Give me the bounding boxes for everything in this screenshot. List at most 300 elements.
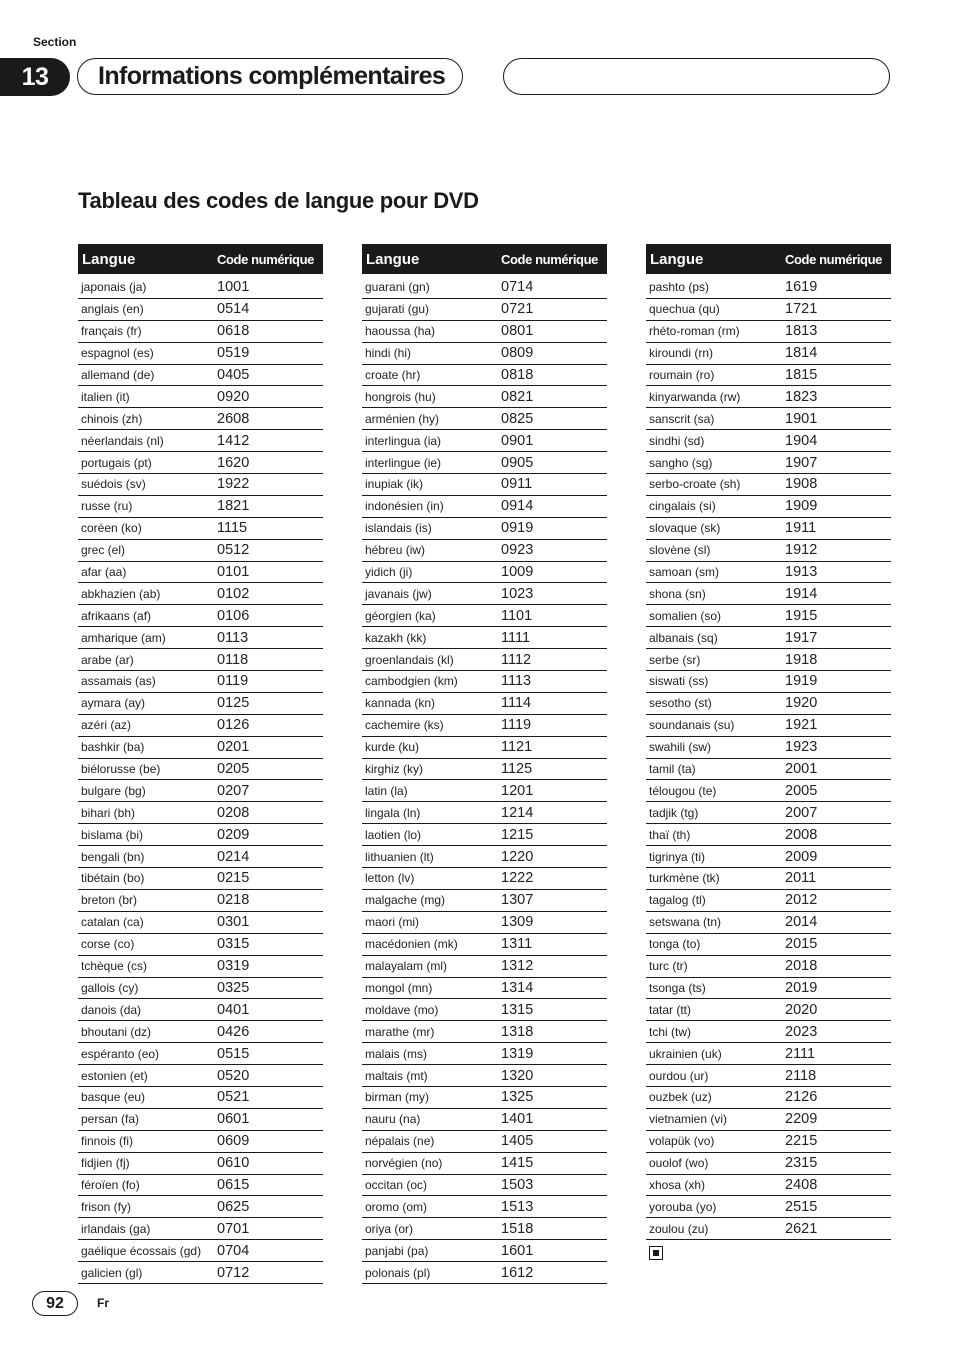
language-name: panjabi (pa) xyxy=(365,1243,429,1258)
language-code: 0520 xyxy=(217,1067,250,1084)
language-name: russe (ru) xyxy=(81,499,133,514)
table-row xyxy=(646,1153,891,1175)
language-code: 0215 xyxy=(217,870,250,887)
language-name: gujarati (gu) xyxy=(365,302,430,317)
language-code: 0205 xyxy=(217,761,250,778)
table-row xyxy=(646,846,891,868)
language-code: 1121 xyxy=(501,739,533,756)
table-row xyxy=(646,1196,891,1218)
language-name: tibétain (bo) xyxy=(81,871,145,886)
table-row xyxy=(362,1240,607,1262)
language-name: marathe (mr) xyxy=(365,1024,435,1039)
language-name: bulgare (bg) xyxy=(81,783,146,798)
table-row xyxy=(78,1240,323,1262)
table-row xyxy=(362,999,607,1021)
table-row xyxy=(362,430,607,452)
language-name: sangho (sg) xyxy=(649,455,713,470)
language-name: français (fr) xyxy=(81,324,142,339)
table-row xyxy=(78,518,323,540)
language-name: tsonga (ts) xyxy=(649,980,706,995)
language-name: kiroundi (rn) xyxy=(649,346,714,361)
table-row xyxy=(646,693,891,715)
language-name: télougou (te) xyxy=(649,783,717,798)
language-code: 0701 xyxy=(217,1220,250,1237)
language-code: 0209 xyxy=(217,826,250,843)
table-row xyxy=(78,474,323,496)
table-row xyxy=(646,1175,891,1197)
language-code: 2007 xyxy=(785,804,818,821)
language-code: 1320 xyxy=(501,1067,534,1084)
header-langue: Langue xyxy=(366,250,420,268)
language-code: 0704 xyxy=(217,1242,250,1259)
table-row xyxy=(646,1043,891,1065)
language-name: cambodgien (km) xyxy=(365,674,458,689)
table-row xyxy=(362,1262,607,1284)
table-row xyxy=(646,496,891,518)
table-row xyxy=(646,540,891,562)
language-code: 0610 xyxy=(217,1155,250,1172)
language-code: 2608 xyxy=(217,410,250,427)
table-row xyxy=(362,1153,607,1175)
language-name: thaï (th) xyxy=(649,827,691,842)
table-row xyxy=(78,452,323,474)
language-name: persan (fa) xyxy=(81,1112,140,1127)
table-row xyxy=(646,1087,891,1109)
language-name: arabe (ar) xyxy=(81,652,134,667)
table-row xyxy=(362,759,607,781)
table-row xyxy=(78,1065,323,1087)
language-name: bashkir (ba) xyxy=(81,740,145,755)
table-row xyxy=(646,759,891,781)
language-code: 1214 xyxy=(501,804,534,821)
language-code: 2515 xyxy=(785,1198,818,1215)
language-name: biélorusse (be) xyxy=(81,762,161,777)
language-code: 0218 xyxy=(217,892,250,909)
table-row xyxy=(362,693,607,715)
table-row xyxy=(362,1218,607,1240)
table-row xyxy=(78,978,323,1000)
table-row xyxy=(78,1043,323,1065)
language-code: 2215 xyxy=(785,1133,818,1150)
language-code: 1908 xyxy=(785,476,818,493)
language-code: 1125 xyxy=(501,761,533,778)
table-row xyxy=(646,868,891,890)
table-row xyxy=(362,978,607,1000)
language-name: afrikaans (af) xyxy=(81,608,152,623)
language-code: 0809 xyxy=(501,345,534,362)
language-code: 0825 xyxy=(501,410,534,427)
table-row xyxy=(362,912,607,934)
table-row xyxy=(362,583,607,605)
language-name: lithuanien (lt) xyxy=(365,849,434,864)
language-name: turc (tr) xyxy=(649,959,688,974)
table-row xyxy=(362,562,607,584)
table-row xyxy=(646,299,891,321)
language-code: 1823 xyxy=(785,388,818,405)
table-row xyxy=(78,299,323,321)
language-name: tadjik (tg) xyxy=(649,805,699,820)
language-name: malgache (mg) xyxy=(365,893,446,908)
table-row xyxy=(78,956,323,978)
language-name: indonésien (in) xyxy=(365,499,444,514)
table-header xyxy=(362,244,607,274)
table-row xyxy=(362,956,607,978)
language-name: catalan (ca) xyxy=(81,915,144,930)
language-code: 0515 xyxy=(217,1045,250,1062)
language-name: aymara (ay) xyxy=(81,696,146,711)
language-name: arménien (hy) xyxy=(365,411,440,426)
language-code: 1612 xyxy=(501,1264,534,1281)
language-code: 1619 xyxy=(785,279,818,296)
language-code: 0401 xyxy=(217,1001,250,1018)
table-row xyxy=(78,890,323,912)
language-code: 2209 xyxy=(785,1111,818,1128)
table-row xyxy=(646,1021,891,1043)
language-name: setswana (tn) xyxy=(649,915,722,930)
language-name: bhoutani (dz) xyxy=(81,1024,152,1039)
language-code: 2015 xyxy=(785,936,818,953)
language-code: 0712 xyxy=(217,1264,250,1281)
language-name: roumain (ro) xyxy=(649,368,715,382)
language-name: espéranto (eo) xyxy=(81,1046,160,1061)
language-table-column-1 xyxy=(78,244,323,1284)
language-code: 1503 xyxy=(501,1176,534,1193)
language-name: slovène (sl) xyxy=(649,543,711,558)
table-row xyxy=(78,365,323,387)
language-code: 2001 xyxy=(785,761,818,778)
language-name: kannada (kn) xyxy=(365,696,436,711)
language-name: malayalam (ml) xyxy=(365,959,448,974)
language-name: kinyarwanda (rw) xyxy=(649,389,741,404)
table-row xyxy=(646,277,891,299)
table-row xyxy=(362,365,607,387)
table-row xyxy=(362,824,607,846)
language-code: 0618 xyxy=(217,323,250,340)
table-row xyxy=(78,824,323,846)
footer-language: Fr xyxy=(97,1296,109,1310)
table-row xyxy=(362,649,607,671)
language-code: 2020 xyxy=(785,1001,818,1018)
language-name: rhéto-roman (rm) xyxy=(649,324,740,339)
language-code: 2005 xyxy=(785,782,818,799)
language-code: 0714 xyxy=(501,279,534,296)
language-name: chinois (zh) xyxy=(81,411,143,426)
language-code: 1914 xyxy=(785,585,818,602)
language-code: 1620 xyxy=(217,454,250,471)
language-code: 1821 xyxy=(217,498,250,515)
language-name: basque (eu) xyxy=(81,1090,146,1105)
language-code: 1909 xyxy=(785,498,818,515)
table-row xyxy=(78,934,323,956)
language-code: 1405 xyxy=(501,1133,534,1150)
language-name: allemand (de) xyxy=(81,368,155,382)
header-langue: Langue xyxy=(650,250,704,268)
language-code: 0405 xyxy=(217,367,250,383)
language-name: féroïen (fo) xyxy=(81,1177,140,1192)
language-name: siswati (ss) xyxy=(649,674,709,689)
table-row xyxy=(646,1065,891,1087)
language-name: slovaque (sk) xyxy=(649,521,721,536)
table-row xyxy=(646,1218,891,1240)
table-row xyxy=(646,649,891,671)
table-row xyxy=(646,824,891,846)
language-code: 2023 xyxy=(785,1023,818,1040)
language-code: 1901 xyxy=(785,410,818,427)
language-name: guarani (gn) xyxy=(365,280,430,295)
language-name: kazakh (kk) xyxy=(365,630,427,645)
table-row xyxy=(78,649,323,671)
language-code: 0901 xyxy=(501,432,534,449)
language-code: 0106 xyxy=(217,607,250,624)
language-name: shona (sn) xyxy=(649,586,706,601)
table-row xyxy=(362,518,607,540)
table-row xyxy=(78,1131,323,1153)
language-code: 1920 xyxy=(785,695,818,712)
table-row xyxy=(362,343,607,365)
language-name: galicien (gl) xyxy=(81,1265,143,1280)
language-name: portugais (pt) xyxy=(81,455,152,470)
language-code: 0920 xyxy=(217,388,250,405)
language-name: kirghiz (ky) xyxy=(365,762,424,777)
table-row xyxy=(78,605,323,627)
language-code: 1113 xyxy=(501,673,532,690)
language-name: danois (da) xyxy=(81,1002,142,1017)
table-row xyxy=(78,386,323,408)
language-name: sesotho (st) xyxy=(649,696,712,711)
table-row xyxy=(78,1218,323,1240)
language-code: 0208 xyxy=(217,804,250,821)
language-name: tonga (to) xyxy=(649,937,701,952)
table-row xyxy=(78,627,323,649)
language-name: norvégien (no) xyxy=(365,1156,443,1171)
language-code: 1601 xyxy=(501,1242,534,1259)
language-code: 0126 xyxy=(217,717,250,734)
language-code: 2008 xyxy=(785,826,818,843)
table-row xyxy=(362,474,607,496)
language-code: 1112 xyxy=(501,651,532,668)
language-name: oriya (or) xyxy=(365,1221,414,1236)
table-row xyxy=(646,518,891,540)
table-row xyxy=(646,890,891,912)
table-header xyxy=(646,244,891,274)
table-row xyxy=(362,1109,607,1131)
language-code: 1318 xyxy=(501,1023,534,1040)
language-code: 0113 xyxy=(217,629,249,646)
language-name: turkmène (tk) xyxy=(649,871,720,886)
language-code: 1518 xyxy=(501,1220,534,1237)
table-row xyxy=(362,715,607,737)
language-code: 1513 xyxy=(501,1198,534,1215)
language-code: 1119 xyxy=(501,717,532,734)
table-row xyxy=(78,780,323,802)
language-name: somalien (so) xyxy=(649,608,722,623)
table-row xyxy=(362,1021,607,1043)
table-row xyxy=(78,1021,323,1043)
language-name: suédois (sv) xyxy=(81,477,146,492)
language-name: bislama (bi) xyxy=(81,827,144,842)
table-row xyxy=(78,583,323,605)
language-code: 1314 xyxy=(501,979,534,996)
language-name: pashto (ps) xyxy=(649,280,710,295)
language-code: 0301 xyxy=(217,914,250,931)
table-row xyxy=(646,1131,891,1153)
table-row xyxy=(646,365,891,387)
language-code: 1918 xyxy=(785,651,818,668)
language-code: 2621 xyxy=(785,1220,818,1237)
language-name: anglais (en) xyxy=(81,302,144,317)
table-row xyxy=(362,386,607,408)
table-row xyxy=(362,1043,607,1065)
language-name: oromo (om) xyxy=(365,1199,428,1214)
language-name: hindi (hi) xyxy=(365,346,412,361)
language-name: tatar (tt) xyxy=(649,1002,692,1017)
table-row xyxy=(646,474,891,496)
language-code: 0426 xyxy=(217,1023,250,1040)
table-row xyxy=(646,452,891,474)
language-name: géorgien (ka) xyxy=(365,608,436,623)
language-code: 1912 xyxy=(785,542,818,559)
language-name: moldave (mo) xyxy=(365,1002,439,1017)
table-row xyxy=(78,1175,323,1197)
language-code: 0923 xyxy=(501,542,534,559)
table-row xyxy=(646,715,891,737)
table-row xyxy=(78,846,323,868)
language-name: javanais (jw) xyxy=(365,586,432,601)
language-name: hébreu (iw) xyxy=(365,543,426,558)
table-row xyxy=(646,737,891,759)
language-code: 1907 xyxy=(785,454,818,471)
table-row xyxy=(362,802,607,824)
language-code: 1201 xyxy=(501,782,534,799)
language-code: 0325 xyxy=(217,979,250,996)
language-code: 1923 xyxy=(785,739,818,756)
language-code: 0615 xyxy=(217,1176,250,1193)
language-name: birman (my) xyxy=(365,1090,430,1105)
language-code: 0818 xyxy=(501,367,534,383)
language-code: 0207 xyxy=(217,782,250,799)
page-heading: Tableau des codes de langue pour DVD xyxy=(78,188,479,213)
language-name: grec (el) xyxy=(81,543,126,558)
table-row xyxy=(362,540,607,562)
language-code: 1917 xyxy=(785,629,818,646)
table-row xyxy=(362,1175,607,1197)
language-code: 0919 xyxy=(501,520,534,537)
table-row xyxy=(362,408,607,430)
table-row xyxy=(646,408,891,430)
language-name: albanais (sq) xyxy=(649,630,718,645)
table-row xyxy=(78,693,323,715)
language-code: 2111 xyxy=(785,1045,816,1062)
language-name: serbe (sr) xyxy=(649,652,701,667)
table-row xyxy=(78,562,323,584)
language-code: 1311 xyxy=(501,936,533,953)
language-name: amharique (am) xyxy=(81,630,166,645)
table-row xyxy=(362,627,607,649)
language-code: 1101 xyxy=(501,607,533,624)
language-code: 1913 xyxy=(785,564,818,581)
table-row xyxy=(362,321,607,343)
language-code: 2118 xyxy=(785,1067,817,1084)
language-name: polonais (pl) xyxy=(365,1265,431,1280)
language-name: breton (br) xyxy=(81,893,138,908)
table-row xyxy=(78,1153,323,1175)
table-row xyxy=(362,496,607,518)
language-name: afar (aa) xyxy=(81,565,127,580)
language-code: 1220 xyxy=(501,848,534,865)
language-name: frison (fy) xyxy=(81,1199,132,1214)
language-name: letton (lv) xyxy=(365,871,415,886)
language-code: 0319 xyxy=(217,958,250,975)
table-row xyxy=(78,999,323,1021)
language-code: 1309 xyxy=(501,914,534,931)
language-name: sanscrit (sa) xyxy=(649,411,715,426)
table-row xyxy=(646,802,891,824)
language-code: 2018 xyxy=(785,958,818,975)
language-code: 1115 xyxy=(217,520,248,537)
language-name: fidjien (fj) xyxy=(81,1156,130,1171)
table-row xyxy=(646,1109,891,1131)
language-code: 1412 xyxy=(217,432,250,449)
language-code: 0601 xyxy=(217,1111,250,1128)
table-row xyxy=(362,1087,607,1109)
language-code: 0521 xyxy=(217,1089,250,1106)
language-name: swahili (sw) xyxy=(649,740,712,755)
language-code: 0201 xyxy=(217,739,250,756)
table-row xyxy=(362,1196,607,1218)
language-code: 1915 xyxy=(785,607,818,624)
table-rows xyxy=(646,277,891,1240)
language-code: 0315 xyxy=(217,936,250,953)
table-row xyxy=(362,277,607,299)
language-name: azéri (az) xyxy=(81,718,132,733)
language-name: mongol (mn) xyxy=(365,980,433,995)
table-row xyxy=(362,1131,607,1153)
language-code: 1111 xyxy=(501,629,531,646)
language-name: yorouba (yo) xyxy=(649,1199,717,1214)
language-code: 1401 xyxy=(501,1111,534,1128)
language-name: italien (it) xyxy=(81,389,130,404)
language-name: nauru (na) xyxy=(365,1112,421,1127)
language-code: 0125 xyxy=(217,695,250,712)
language-code: 2408 xyxy=(785,1176,818,1193)
language-code: 1904 xyxy=(785,432,818,449)
table-row xyxy=(78,321,323,343)
language-name: assamais (as) xyxy=(81,674,156,689)
language-code: 2315 xyxy=(785,1155,818,1172)
table-row xyxy=(78,496,323,518)
table-row xyxy=(362,934,607,956)
language-code: 1415 xyxy=(501,1155,534,1172)
table-row xyxy=(646,978,891,1000)
language-name: maltais (mt) xyxy=(365,1068,428,1083)
table-rows xyxy=(78,277,323,1284)
language-name: laotien (lo) xyxy=(365,827,422,842)
table-row xyxy=(646,912,891,934)
language-name: macédonien (mk) xyxy=(365,937,458,952)
language-code: 2012 xyxy=(785,892,818,909)
table-row xyxy=(362,737,607,759)
language-code: 1814 xyxy=(785,345,818,362)
table-row xyxy=(78,759,323,781)
language-name: croate (hr) xyxy=(365,368,421,382)
table-row xyxy=(78,715,323,737)
language-code: 2126 xyxy=(785,1089,818,1106)
table-row xyxy=(646,343,891,365)
language-code: 0101 xyxy=(217,564,250,581)
language-code: 1315 xyxy=(501,1001,534,1018)
language-code: 1222 xyxy=(501,870,534,887)
language-name: cachemire (ks) xyxy=(365,718,444,733)
